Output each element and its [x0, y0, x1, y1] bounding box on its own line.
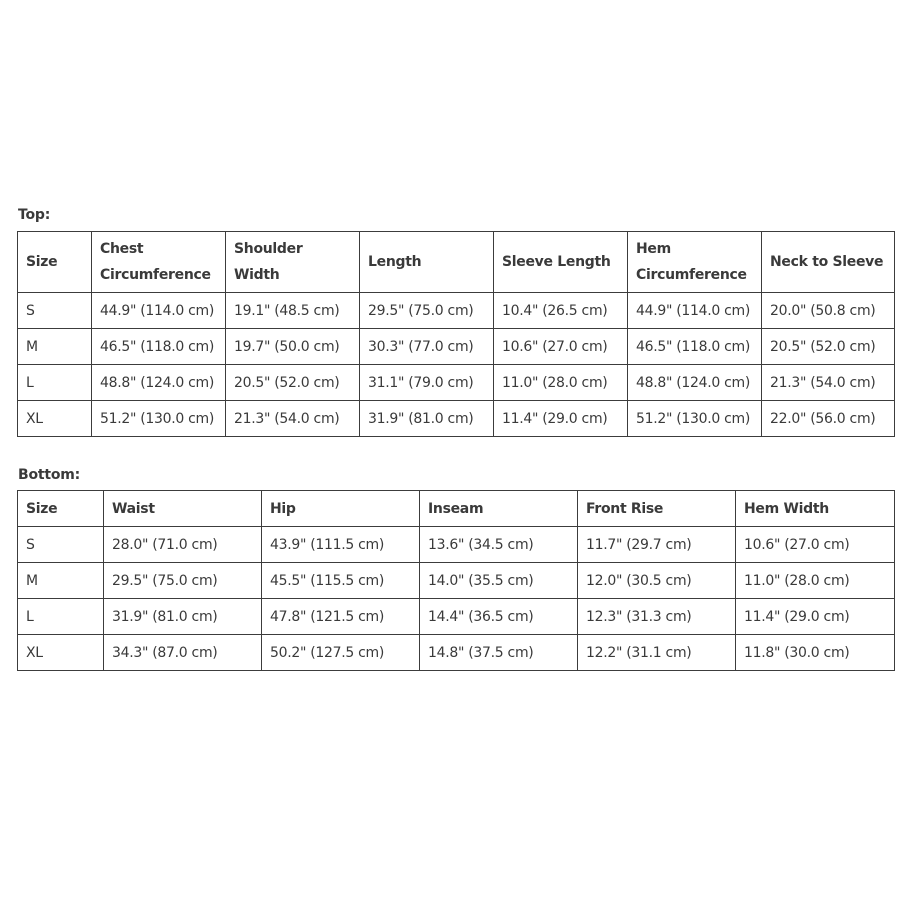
table-row: [18, 365, 895, 401]
bottom-header-front-rise: Front Rise: [578, 491, 736, 527]
table-cell: 48.8" (124.0 cm): [92, 365, 226, 401]
table-cell: 48.8" (124.0 cm): [628, 365, 762, 401]
table-cell: 44.9" (114.0 cm): [92, 293, 226, 329]
bottom-section-label: Bottom:: [18, 467, 81, 483]
table-cell: 11.4" (29.0 cm): [494, 401, 628, 437]
bottom-header-row: [18, 491, 895, 527]
table-cell: 14.0" (35.5 cm): [420, 563, 578, 599]
table-cell: 21.3" (54.0 cm): [762, 365, 895, 401]
table-cell: 34.3" (87.0 cm): [104, 635, 262, 671]
table-cell: 14.4" (36.5 cm): [420, 599, 578, 635]
table-cell: 21.3" (54.0 cm): [226, 401, 360, 437]
table-cell: 29.5" (75.0 cm): [104, 563, 262, 599]
bottom-header-hem-width: Hem Width: [736, 491, 895, 527]
table-cell: 46.5" (118.0 cm): [92, 329, 226, 365]
table-cell: 20.0" (50.8 cm): [762, 293, 895, 329]
table-cell: 19.1" (48.5 cm): [226, 293, 360, 329]
top-header-length: Length: [360, 232, 494, 293]
table-cell: 22.0" (56.0 cm): [762, 401, 895, 437]
table-cell: 10.6" (27.0 cm): [736, 527, 895, 563]
table-cell: 10.6" (27.0 cm): [494, 329, 628, 365]
table-cell: 11.0" (28.0 cm): [736, 563, 895, 599]
table-cell: 11.4" (29.0 cm): [736, 599, 895, 635]
table-cell: 45.5" (115.5 cm): [262, 563, 420, 599]
table-cell: L: [18, 599, 104, 635]
top-header-size: Size: [18, 232, 92, 293]
table-cell: S: [18, 527, 104, 563]
table-cell: 31.9" (81.0 cm): [104, 599, 262, 635]
table-cell: 28.0" (71.0 cm): [104, 527, 262, 563]
table-cell: 29.5" (75.0 cm): [360, 293, 494, 329]
table-cell: 51.2" (130.0 cm): [628, 401, 762, 437]
table-cell: 50.2" (127.5 cm): [262, 635, 420, 671]
top-header-shoulder: Shoulder Width: [226, 232, 360, 293]
table-row: [18, 599, 895, 635]
table-cell: 12.3" (31.3 cm): [578, 599, 736, 635]
bottom-size-table: [17, 490, 895, 671]
table-cell: 11.8" (30.0 cm): [736, 635, 895, 671]
bottom-header-hip: Hip: [262, 491, 420, 527]
table-cell: 47.8" (121.5 cm): [262, 599, 420, 635]
table-cell: 10.4" (26.5 cm): [494, 293, 628, 329]
top-header-hem: Hem Circumference: [628, 232, 762, 293]
table-cell: 43.9" (111.5 cm): [262, 527, 420, 563]
table-cell: 11.7" (29.7 cm): [578, 527, 736, 563]
table-cell: L: [18, 365, 92, 401]
table-cell: M: [18, 563, 104, 599]
top-header-row: [18, 232, 895, 293]
table-row: [18, 401, 895, 437]
bottom-header-size: Size: [18, 491, 104, 527]
table-row: [18, 527, 895, 563]
table-cell: 20.5" (52.0 cm): [762, 329, 895, 365]
table-cell: 11.0" (28.0 cm): [494, 365, 628, 401]
table-cell: 30.3" (77.0 cm): [360, 329, 494, 365]
table-cell: 13.6" (34.5 cm): [420, 527, 578, 563]
top-header-chest: Chest Circumference: [92, 232, 226, 293]
table-cell: 14.8" (37.5 cm): [420, 635, 578, 671]
table-row: [18, 563, 895, 599]
table-cell: 19.7" (50.0 cm): [226, 329, 360, 365]
top-header-sleeve: Sleeve Length: [494, 232, 628, 293]
table-row: [18, 293, 895, 329]
bottom-header-inseam: Inseam: [420, 491, 578, 527]
table-row: [18, 635, 895, 671]
table-cell: 20.5" (52.0 cm): [226, 365, 360, 401]
table-cell: XL: [18, 635, 104, 671]
table-cell: XL: [18, 401, 92, 437]
table-cell: 12.2" (31.1 cm): [578, 635, 736, 671]
table-cell: 51.2" (130.0 cm): [92, 401, 226, 437]
table-cell: 12.0" (30.5 cm): [578, 563, 736, 599]
top-section-label: Top:: [18, 207, 51, 223]
table-cell: 44.9" (114.0 cm): [628, 293, 762, 329]
table-cell: 31.9" (81.0 cm): [360, 401, 494, 437]
table-cell: S: [18, 293, 92, 329]
table-cell: 31.1" (79.0 cm): [360, 365, 494, 401]
top-size-table: [17, 231, 895, 437]
bottom-header-waist: Waist: [104, 491, 262, 527]
table-cell: 46.5" (118.0 cm): [628, 329, 762, 365]
table-cell: M: [18, 329, 92, 365]
table-row: [18, 329, 895, 365]
top-header-neck: Neck to Sleeve: [762, 232, 895, 293]
